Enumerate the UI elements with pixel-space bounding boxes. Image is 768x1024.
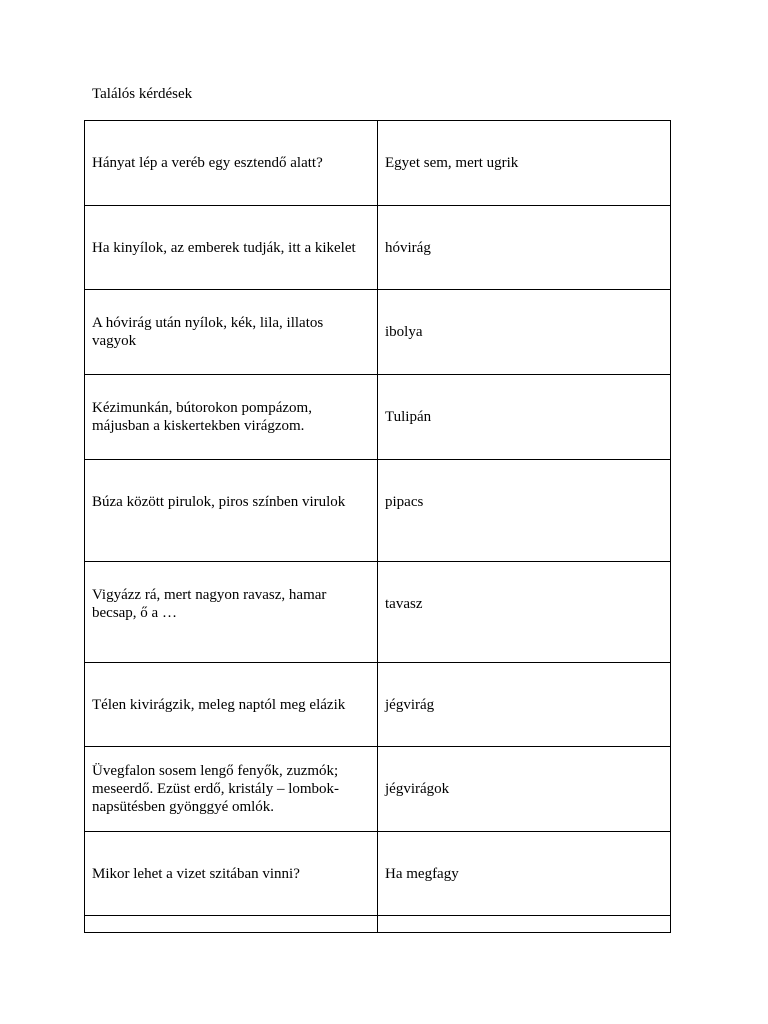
answer-cell	[378, 206, 671, 290]
answer-text: ibolya	[385, 324, 423, 340]
document-title: Találós kérdések	[92, 86, 193, 102]
answer-text: Tulipán	[385, 409, 432, 425]
answer-cell	[378, 290, 671, 375]
question-cell	[85, 663, 378, 747]
question-text: Kézimunkán, bútorokon pompázom, májusban a kiskertekben virágzom.	[92, 400, 312, 434]
table-row	[85, 832, 671, 916]
answer-text: jégvirág	[385, 696, 435, 713]
answer-cell	[378, 460, 671, 562]
question-text: Mikor lehet a vizet szitában vinni?	[92, 865, 300, 882]
question-text: Búza között pirulok, piros színben virulok	[92, 494, 346, 510]
answer-text: jégvirágok	[385, 781, 450, 797]
question-cell	[85, 121, 378, 206]
table-row	[85, 562, 671, 663]
answer-cell	[378, 663, 671, 747]
table-row	[85, 460, 671, 562]
answer-cell	[378, 832, 671, 916]
table-row	[85, 290, 671, 375]
table-row	[85, 747, 671, 832]
table-row	[85, 375, 671, 460]
question-cell	[85, 290, 378, 375]
table-row	[85, 206, 671, 290]
question-text: A hóvirág után nyílok, kék, lila, illatos vagyok	[92, 315, 324, 349]
question-cell	[85, 460, 378, 562]
question-text: Vigyázz rá, mert nagyon ravasz, hamar becsap, ő a …	[92, 586, 327, 621]
table-row	[85, 121, 671, 206]
question-text: Hányat lép a veréb egy esztendő alatt?	[92, 155, 323, 171]
answer-cell	[378, 562, 671, 663]
answer-text: tavasz	[385, 595, 423, 612]
riddles-table	[84, 120, 671, 933]
question-cell	[85, 375, 378, 460]
question-text: Télen kivirágzik, meleg naptól meg elázik	[92, 696, 346, 713]
table-row	[85, 916, 671, 933]
table-row	[85, 663, 671, 747]
answer-cell	[378, 916, 671, 933]
answer-cell	[378, 747, 671, 832]
question-text: Ha kinyílok, az emberek tudják, itt a kikelet	[92, 239, 356, 256]
answer-text: pipacs	[385, 494, 424, 510]
answer-cell	[378, 121, 671, 206]
answer-text: Ha megfagy	[385, 865, 459, 882]
answer-text: hóvirág	[385, 239, 431, 256]
question-cell	[85, 916, 378, 933]
question-cell	[85, 562, 378, 663]
question-cell	[85, 832, 378, 916]
question-text: Üvegfalon sosem lengő fenyők, zuzmók; meseerdő. Ezüst erdő, kristály – lombok-napsütésben gyönggyé omlók.	[92, 763, 340, 815]
answer-text: Egyet sem, mert ugrik	[385, 155, 519, 171]
answer-cell	[378, 375, 671, 460]
question-cell	[85, 747, 378, 832]
question-cell	[85, 206, 378, 290]
